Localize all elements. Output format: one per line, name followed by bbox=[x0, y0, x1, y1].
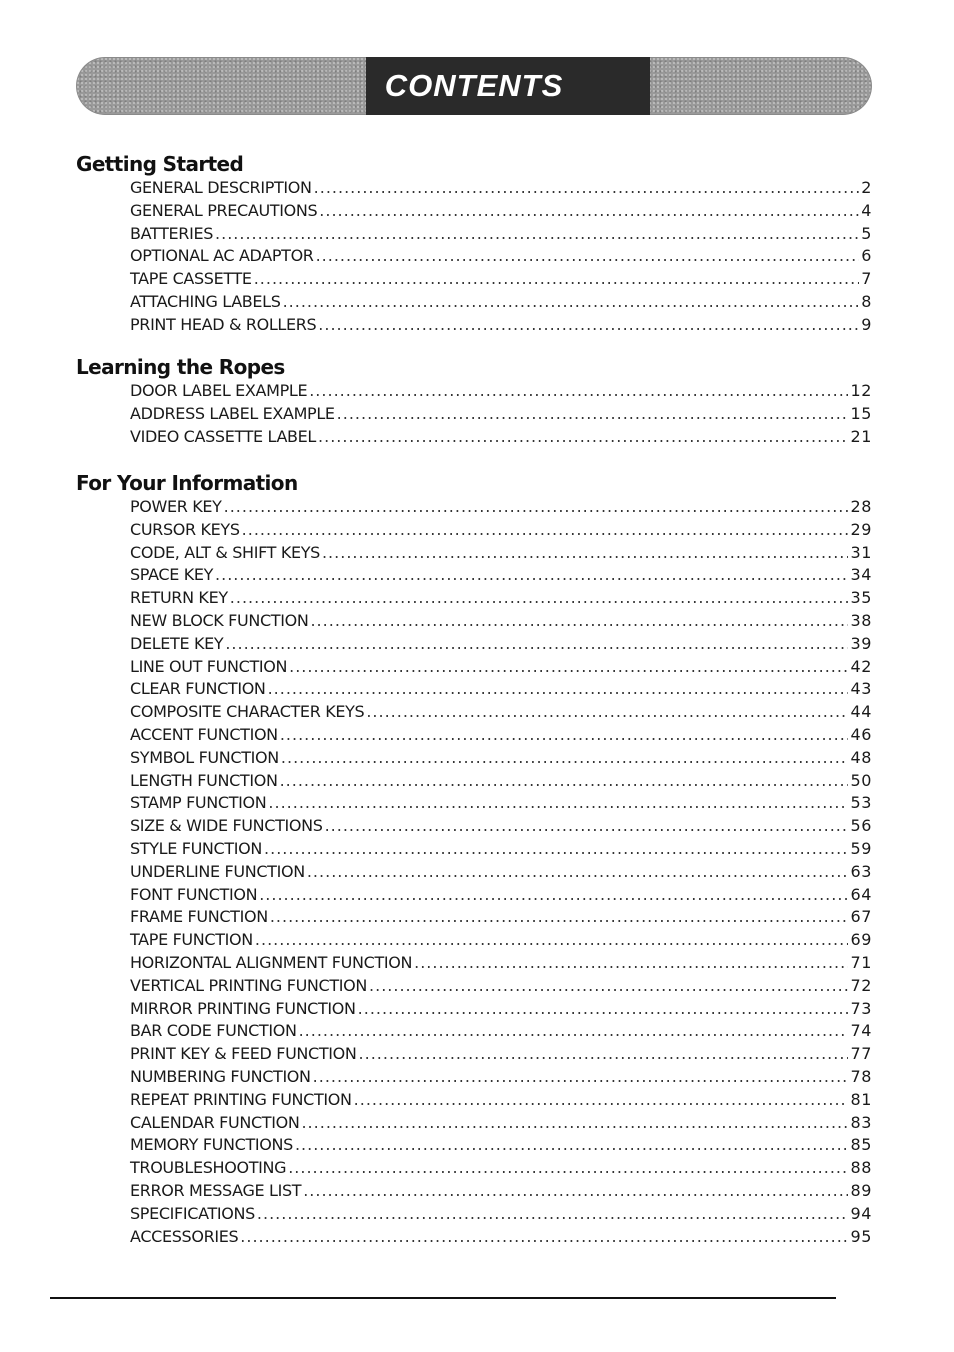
toc-entry-label: SIZE & WIDE FUNCTIONS bbox=[130, 816, 323, 836]
toc-entry-page: 72 bbox=[850, 975, 872, 995]
toc-entry-page: 6 bbox=[861, 246, 872, 266]
toc-entry[interactable] bbox=[130, 884, 872, 907]
dot-leader bbox=[354, 1089, 849, 1112]
dot-leader bbox=[215, 564, 848, 587]
toc-entry-page: 59 bbox=[850, 838, 872, 858]
section-heading: For Your Information bbox=[76, 471, 298, 495]
toc-entry-page: 7 bbox=[861, 269, 872, 289]
toc-entry[interactable] bbox=[130, 1180, 872, 1203]
dot-leader bbox=[242, 519, 849, 542]
toc-entry-page: 35 bbox=[850, 588, 872, 608]
toc-entry-label: MIRROR PRINTING FUNCTION bbox=[130, 998, 356, 1018]
toc-entry[interactable] bbox=[130, 861, 872, 884]
toc-entry[interactable] bbox=[130, 610, 872, 633]
toc-entry-page: 29 bbox=[850, 519, 872, 539]
toc-entry[interactable] bbox=[130, 1043, 872, 1066]
toc-entry[interactable] bbox=[130, 838, 872, 861]
toc-entry[interactable] bbox=[130, 291, 872, 314]
toc-entry[interactable] bbox=[130, 1157, 872, 1180]
toc-entry-label: MEMORY FUNCTIONS bbox=[130, 1135, 293, 1155]
toc-entry-page: 4 bbox=[861, 200, 872, 220]
dot-leader bbox=[225, 633, 848, 656]
toc-entry[interactable] bbox=[130, 770, 872, 793]
toc-entry-page: 67 bbox=[850, 907, 872, 927]
dot-leader bbox=[337, 403, 849, 426]
dot-leader bbox=[319, 200, 859, 223]
toc-entry-label: SYMBOL FUNCTION bbox=[130, 747, 279, 767]
toc-entry-label: POWER KEY bbox=[130, 497, 222, 516]
toc-entry-page: 81 bbox=[850, 1089, 872, 1109]
dot-leader bbox=[310, 610, 848, 633]
toc-entry-label: NEW BLOCK FUNCTION bbox=[130, 610, 309, 630]
toc-entry[interactable] bbox=[130, 587, 872, 610]
toc-entry[interactable] bbox=[130, 747, 872, 770]
toc-entry-label: GENERAL PRECAUTIONS bbox=[130, 200, 318, 220]
toc-entry-page: 69 bbox=[850, 930, 872, 950]
dot-leader bbox=[299, 1020, 849, 1043]
toc-entry-label: UNDERLINE FUNCTION bbox=[130, 861, 305, 881]
toc-entry[interactable] bbox=[130, 975, 872, 998]
footer-rule bbox=[50, 1297, 836, 1299]
toc-entry[interactable] bbox=[130, 542, 872, 565]
dot-leader bbox=[270, 906, 849, 929]
toc-entry-page: 74 bbox=[850, 1021, 872, 1041]
toc-entry-label: ERROR MESSAGE LIST bbox=[130, 1180, 302, 1200]
toc-entry-page: 48 bbox=[850, 747, 872, 767]
toc-entry-label: STAMP FUNCTION bbox=[130, 793, 267, 813]
dot-leader bbox=[358, 998, 849, 1021]
toc-entry-page: 5 bbox=[861, 223, 872, 243]
toc-entry-label: CALENDAR FUNCTION bbox=[130, 1112, 300, 1132]
toc-entry-page: 94 bbox=[850, 1203, 872, 1223]
toc-entry-label: STYLE FUNCTION bbox=[130, 838, 263, 858]
dot-leader bbox=[264, 838, 848, 861]
dot-leader bbox=[281, 747, 849, 770]
toc-entry-page: 73 bbox=[850, 998, 872, 1018]
dot-leader bbox=[240, 1226, 848, 1249]
dot-leader bbox=[366, 701, 848, 724]
section-for-your-information bbox=[76, 470, 872, 1248]
toc-entry-label: CLEAR FUNCTION bbox=[130, 679, 266, 699]
section-getting-started bbox=[76, 151, 872, 337]
toc-entry-label: RETURN KEY bbox=[130, 588, 228, 608]
toc-entry-label: OPTIONAL AC ADAPTOR bbox=[130, 246, 314, 266]
toc-entry[interactable] bbox=[130, 815, 872, 838]
toc-entry[interactable] bbox=[130, 906, 872, 929]
toc-entry-label: PRINT KEY & FEED FUNCTION bbox=[130, 1044, 357, 1064]
dot-leader bbox=[303, 1180, 848, 1203]
toc-entry[interactable] bbox=[130, 1066, 872, 1089]
toc-entry-label: FONT FUNCTION bbox=[130, 884, 258, 904]
toc-entry-label: SPACE KEY bbox=[130, 565, 214, 585]
toc-entry-label: VERTICAL PRINTING FUNCTION bbox=[130, 975, 368, 995]
dot-leader bbox=[316, 245, 860, 268]
toc-entry-list bbox=[130, 380, 872, 448]
section-heading: Getting Started bbox=[76, 152, 244, 176]
toc-entry-label: DOOR LABEL EXAMPLE bbox=[130, 381, 308, 400]
toc-entry-label: TAPE FUNCTION bbox=[130, 930, 253, 950]
toc-entry-label: ATTACHING LABELS bbox=[130, 291, 281, 311]
toc-entry-label: CODE, ALT & SHIFT KEYS bbox=[130, 542, 320, 562]
toc-entry-label: LINE OUT FUNCTION bbox=[130, 656, 288, 676]
toc-entry-label: VIDEO CASSETTE LABEL bbox=[130, 426, 317, 446]
toc-entry-label: BATTERIES bbox=[130, 223, 214, 243]
dot-leader bbox=[295, 1134, 849, 1157]
toc-entry-page: 77 bbox=[850, 1044, 872, 1064]
toc-entry-list bbox=[130, 496, 872, 1248]
toc-entry[interactable] bbox=[130, 633, 872, 656]
toc-entry-page: 71 bbox=[850, 952, 872, 972]
toc-entry[interactable] bbox=[130, 701, 872, 724]
toc-entry[interactable] bbox=[130, 245, 872, 268]
toc-entry-label: TROUBLESHOOTING bbox=[130, 1158, 287, 1178]
toc-entry-label: ACCENT FUNCTION bbox=[130, 724, 278, 744]
dot-leader bbox=[307, 861, 849, 884]
toc-entry[interactable] bbox=[130, 1203, 872, 1226]
dot-leader bbox=[255, 929, 849, 952]
toc-entry[interactable] bbox=[130, 998, 872, 1021]
toc-entry-page: 38 bbox=[850, 610, 872, 630]
dot-leader bbox=[309, 380, 848, 403]
toc-entry-label: DELETE KEY bbox=[130, 633, 224, 653]
toc-entry-label: LENGTH FUNCTION bbox=[130, 770, 278, 790]
toc-entry-page: 50 bbox=[850, 770, 872, 790]
toc-entry[interactable] bbox=[130, 1134, 872, 1157]
dot-leader bbox=[259, 884, 848, 907]
toc-entry[interactable] bbox=[130, 519, 872, 542]
toc-entry[interactable] bbox=[130, 314, 872, 337]
toc-entry-page: 63 bbox=[850, 861, 872, 881]
dot-leader bbox=[318, 426, 848, 449]
contents-banner bbox=[76, 57, 872, 115]
toc-entry[interactable] bbox=[130, 952, 872, 975]
toc-entry-page: 34 bbox=[850, 565, 872, 585]
toc-entry-label: CURSOR KEYS bbox=[130, 519, 240, 539]
toc-entry[interactable] bbox=[130, 380, 872, 403]
dot-leader bbox=[322, 542, 848, 565]
toc-entry-page: 42 bbox=[850, 656, 872, 676]
toc-entry[interactable] bbox=[130, 403, 872, 426]
toc-entry[interactable] bbox=[130, 929, 872, 952]
toc-entry-page: 2 bbox=[861, 178, 872, 197]
dot-leader bbox=[257, 1203, 849, 1226]
toc-entry-label: HORIZONTAL ALIGNMENT FUNCTION bbox=[130, 952, 413, 972]
toc-entry-label: FRAME FUNCTION bbox=[130, 907, 268, 927]
dot-leader bbox=[414, 952, 848, 975]
section-heading: Learning the Ropes bbox=[76, 355, 285, 379]
toc-entry-label: TAPE CASSETTE bbox=[130, 269, 252, 289]
toc-entry-label: COMPOSITE CHARACTER KEYS bbox=[130, 702, 365, 722]
dot-leader bbox=[314, 177, 860, 200]
toc-entry-label: NUMBERING FUNCTION bbox=[130, 1066, 311, 1086]
dot-leader bbox=[301, 1112, 848, 1135]
dot-leader bbox=[283, 291, 860, 314]
toc-entry-label: PRINT HEAD & ROLLERS bbox=[130, 314, 317, 334]
dot-leader bbox=[215, 223, 859, 246]
toc-entry[interactable] bbox=[130, 1020, 872, 1043]
toc-entry-page: 44 bbox=[850, 702, 872, 722]
toc-entry-page: 56 bbox=[850, 816, 872, 836]
dot-leader bbox=[268, 792, 848, 815]
toc-entry-page: 88 bbox=[850, 1158, 872, 1178]
toc-entry-label: ACCESSORIES bbox=[130, 1226, 239, 1246]
toc-entry-page: 12 bbox=[850, 381, 872, 400]
toc-entry[interactable] bbox=[130, 268, 872, 291]
dot-leader bbox=[224, 496, 849, 519]
toc-entry[interactable] bbox=[130, 496, 872, 519]
toc-entry[interactable] bbox=[130, 724, 872, 747]
dot-leader bbox=[268, 678, 849, 701]
toc-entry[interactable] bbox=[130, 1226, 872, 1249]
dot-leader bbox=[280, 724, 849, 747]
toc-entry-page: 46 bbox=[850, 724, 872, 744]
toc-entry-page: 83 bbox=[850, 1112, 872, 1132]
toc-entry-page: 21 bbox=[850, 426, 872, 446]
toc-entry[interactable] bbox=[130, 223, 872, 246]
dot-leader bbox=[230, 587, 849, 610]
toc-entry-page: 53 bbox=[850, 793, 872, 813]
toc-entry-page: 28 bbox=[850, 497, 872, 516]
toc-entry-page: 43 bbox=[850, 679, 872, 699]
page-title: CONTENTS bbox=[384, 68, 564, 103]
toc-entry-page: 89 bbox=[850, 1180, 872, 1200]
toc-entry-page: 85 bbox=[850, 1135, 872, 1155]
dot-leader bbox=[359, 1043, 849, 1066]
toc-entry-label: SPECIFICATIONS bbox=[130, 1203, 255, 1223]
dot-leader bbox=[254, 268, 860, 291]
toc-entry[interactable] bbox=[130, 1112, 872, 1135]
toc-entry-label: REPEAT PRINTING FUNCTION bbox=[130, 1089, 352, 1109]
toc-entry-label: ADDRESS LABEL EXAMPLE bbox=[130, 403, 335, 423]
toc-entry-page: 39 bbox=[850, 633, 872, 653]
toc-entry[interactable] bbox=[130, 426, 872, 449]
toc-entry-page: 64 bbox=[850, 884, 872, 904]
toc-entry[interactable] bbox=[130, 656, 872, 679]
dot-leader bbox=[325, 815, 849, 838]
toc-entry[interactable] bbox=[130, 678, 872, 701]
toc-entry[interactable] bbox=[130, 177, 872, 200]
toc-entry[interactable] bbox=[130, 200, 872, 223]
section-learning-the-ropes bbox=[76, 354, 872, 448]
toc-entry[interactable] bbox=[130, 792, 872, 815]
dot-leader bbox=[288, 1157, 848, 1180]
toc-entry-page: 31 bbox=[850, 542, 872, 562]
toc-entry[interactable] bbox=[130, 564, 872, 587]
toc-entry-page: 15 bbox=[850, 403, 872, 423]
dot-leader bbox=[318, 314, 859, 337]
dot-leader bbox=[289, 656, 848, 679]
dot-leader bbox=[280, 770, 849, 793]
toc-entry-list bbox=[130, 177, 872, 337]
dot-leader bbox=[369, 975, 848, 998]
dot-leader bbox=[313, 1066, 849, 1089]
toc-entry-label: BAR CODE FUNCTION bbox=[130, 1021, 297, 1041]
toc-entry-page: 95 bbox=[850, 1226, 872, 1246]
toc-entry-label: GENERAL DESCRIPTION bbox=[130, 178, 312, 197]
toc-entry-page: 8 bbox=[861, 291, 872, 311]
toc-entry-page: 78 bbox=[850, 1066, 872, 1086]
toc-entry-page: 9 bbox=[861, 314, 872, 334]
toc-entry[interactable] bbox=[130, 1089, 872, 1112]
